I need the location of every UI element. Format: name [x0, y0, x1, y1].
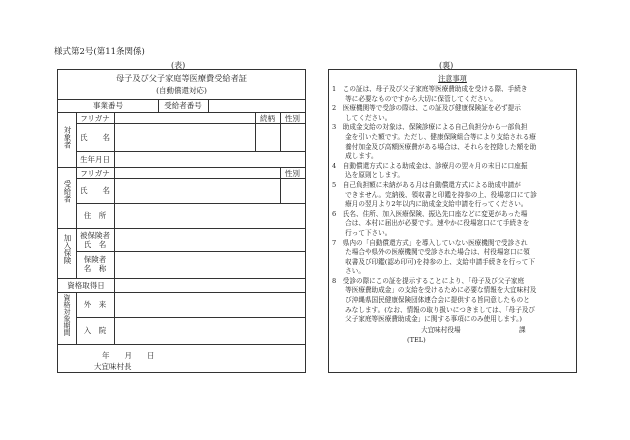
target-name-label: 氏 名 — [80, 133, 110, 142]
note-line: 収書及び印鑑(認め印可)を持参の上、支給申請手続きを行って下 — [332, 257, 535, 266]
note-line: 8 受診の際にこの証を提示することにより、「母子及び父子家庭 — [332, 276, 525, 285]
note-line: 父子家庭等医療費助成金」に関する事項にのみ使用します。) — [332, 315, 522, 324]
note-line: 4 自動償還方式による助成金は、診療月の翌々月の末日に口座振 — [332, 161, 528, 170]
notes-list — [332, 85, 537, 325]
note-line: 込を原則とします。 — [332, 171, 405, 180]
period-label: 資格対象期間 — [63, 294, 71, 336]
note-line: 養付加金及び高額医療費がある場合は、それらを控除した額を助 — [332, 142, 537, 151]
insurer-name-label: 保険者 名 称 — [83, 255, 107, 273]
note-line: 合は、本村に届出が必要です。速やかに役場窓口にて手続きを — [332, 219, 530, 228]
issue-date: 年 月 日 — [102, 351, 155, 360]
outpatient-label: 外 来 — [83, 300, 107, 309]
note-line: できません。完納後、領収書と印鑑を持参の上、役場窓口にて診 — [332, 190, 537, 199]
recipient-number-label: 受給者番号 — [164, 101, 202, 110]
note-line: 6 氏名、住所、加入医療保険、振込先口座などに変更があった場 — [332, 209, 528, 218]
note-line: 成します。 — [332, 152, 378, 161]
note-line: び沖縄県国民健康保険団体連合会に提供する旨同意したものと — [332, 296, 530, 305]
recipient-furigana-label: フリガナ — [80, 169, 110, 178]
office-name: 大宜味村役場 — [421, 326, 461, 334]
note-line: 療月の翌月より2年以内に助成金支給申請を行ってください。 — [332, 200, 528, 209]
note-line: してください。 — [332, 113, 392, 122]
target-label: 対象者 — [63, 126, 72, 149]
note-line: 7 県内の「自動償還方式」を導入していない医療機関で受診され — [332, 238, 528, 247]
note-line: みなします。(なお、情報の取り扱いにつきましては、「母子及び — [332, 305, 536, 314]
note-line: 5 自己負担額に未納がある月は自動償還方式による助成申請が — [332, 180, 521, 189]
notes-title: 注意事項 — [438, 74, 467, 83]
business-number-label: 事業番号 — [93, 101, 123, 110]
note-line: 金を引いた額です。ただし、健康保険組合等により支給される療 — [332, 132, 536, 141]
issuer-name: 大宜味村長 — [94, 362, 132, 371]
birthdate-label: 生年月日 — [80, 155, 110, 164]
target-gender-label: 性別 — [285, 114, 300, 123]
note-line: さい。 — [332, 267, 365, 276]
inpatient-label: 入 院 — [83, 326, 107, 335]
back-card — [328, 69, 577, 373]
front-side-label: (表) — [171, 61, 186, 70]
form-number: 様式第2号(第11条関係) — [54, 47, 145, 57]
note-line: 等に必要なものですから大切に保管してください。 — [332, 94, 497, 103]
recipient-gender-label: 性別 — [285, 169, 300, 178]
note-line: 行って下さい。 — [332, 228, 392, 237]
address-label: 住 所 — [83, 211, 107, 220]
card-subtitle: (自動償還対応) — [156, 86, 207, 95]
note-line: 3 助成金支給の対象は、保険診療による自己負担分から一部負担 — [332, 123, 528, 132]
note-line: 2 医療機関等で受診の際は、この証及び健康保険証を必ず提示 — [332, 104, 521, 113]
front-card — [57, 69, 306, 373]
section-label: 課 — [519, 326, 526, 334]
qualification-date-label: 資格取得日 — [67, 281, 105, 290]
card-title: 母子及び父子家庭等医療費受給者証 — [115, 73, 247, 83]
insurance-label: 加入保険 — [63, 234, 72, 264]
note-line: 等医療費助成金」の支給を受けるために必要な情報を大宜味村及 — [332, 286, 537, 295]
recipient-label: 受給者 — [63, 180, 72, 203]
back-side-label: (裏) — [439, 61, 454, 70]
tel-label: (TEL) — [407, 336, 426, 344]
note-line: 1 この証は、母子及び父子家庭等医療費助成を受ける際、手続き — [332, 85, 528, 93]
recipient-name-label: 氏 名 — [80, 186, 110, 195]
note-line: た場合や県外の医療機関で受診された場合は、村役場窓口に領 — [332, 248, 530, 257]
insured-name-label: 被保険者 氏 名 — [80, 231, 110, 249]
relation-label: 続柄 — [260, 114, 275, 123]
target-furigana-label: フリガナ — [80, 114, 110, 123]
